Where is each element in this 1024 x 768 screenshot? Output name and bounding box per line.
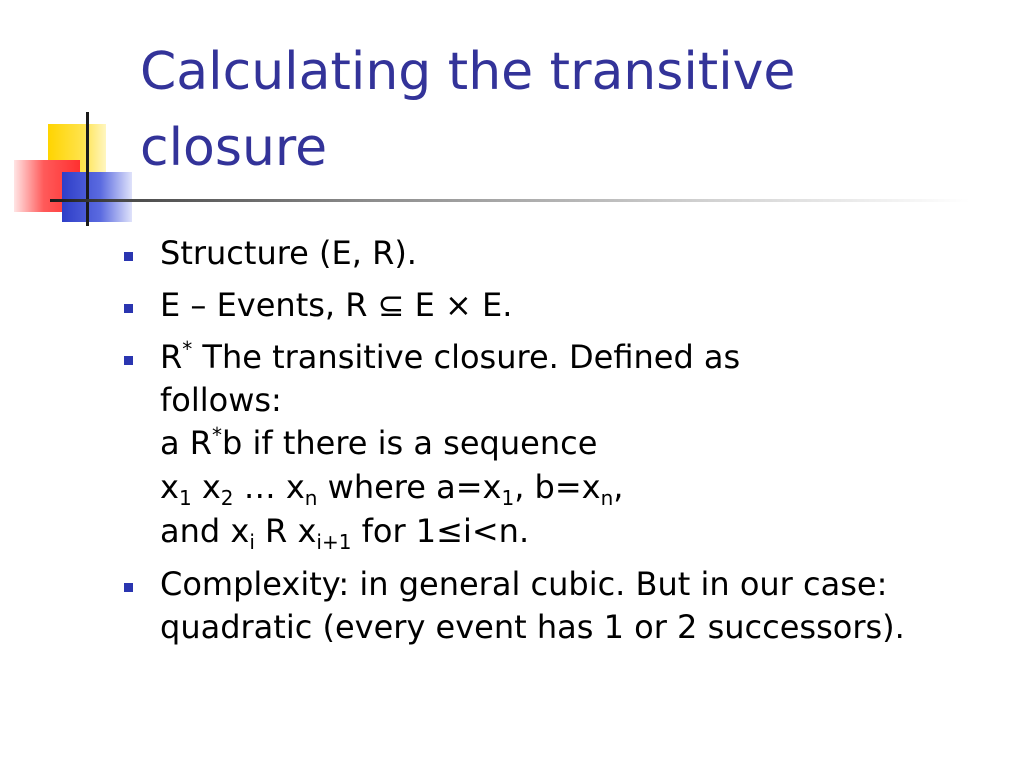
bullet-3-line-5 — [160, 512, 530, 554]
sub-1b: 1 — [501, 486, 515, 510]
sub-n: n — [304, 486, 318, 510]
bullet-square-icon — [124, 304, 133, 313]
bullet-square-icon — [124, 356, 133, 365]
bullet-square-icon — [124, 252, 133, 261]
bullet-3-line-3-a: a R — [160, 424, 213, 462]
bullet-3-line-1-rest: The transitive closure. Defined as — [192, 338, 741, 376]
r-x: R x — [254, 512, 317, 550]
and-x: and x — [160, 512, 250, 550]
bullet-4-line-1: Complexity: in general cubic. But in our case: — [160, 565, 888, 603]
bullet-3-r: R — [160, 338, 183, 376]
bullet-3-line-3-star: * — [212, 423, 223, 447]
sub-nb: n — [600, 486, 614, 510]
bullet-3-line-1 — [160, 338, 740, 376]
seq-dots: … x — [233, 468, 305, 506]
slide-title-line-1: Calculating the transitive — [140, 42, 796, 102]
bullet-1-text: Structure (E, R). — [160, 234, 417, 272]
sub-1: 1 — [178, 486, 192, 510]
seq-where: where a=x — [317, 468, 502, 506]
sub-i-plus-1: i+1 — [316, 530, 352, 554]
bullet-3-line-3 — [160, 424, 597, 462]
seq-x2: x — [191, 468, 221, 506]
bullet-3-line-3-rest: b if there is a sequence — [222, 424, 598, 462]
for-range: for 1≤i<n. — [351, 512, 530, 550]
sub-2: 2 — [220, 486, 234, 510]
seq-x1: x — [160, 468, 179, 506]
bullet-4-line-2: quadratic (every event has 1 or 2 successors). — [160, 608, 905, 646]
bullet-square-icon — [124, 583, 133, 592]
bullet-3-star: * — [182, 337, 193, 361]
bullet-3-line-4 — [160, 468, 624, 510]
bullet-3-line-2: follows: — [160, 381, 282, 419]
bullet-2-text: E – Events, R ⊆ E × E. — [160, 286, 513, 324]
seq-comma: , — [613, 468, 624, 506]
sub-i: i — [249, 530, 255, 554]
slide-title-line-2: closure — [140, 118, 328, 178]
seq-b: , b=x — [514, 468, 601, 506]
